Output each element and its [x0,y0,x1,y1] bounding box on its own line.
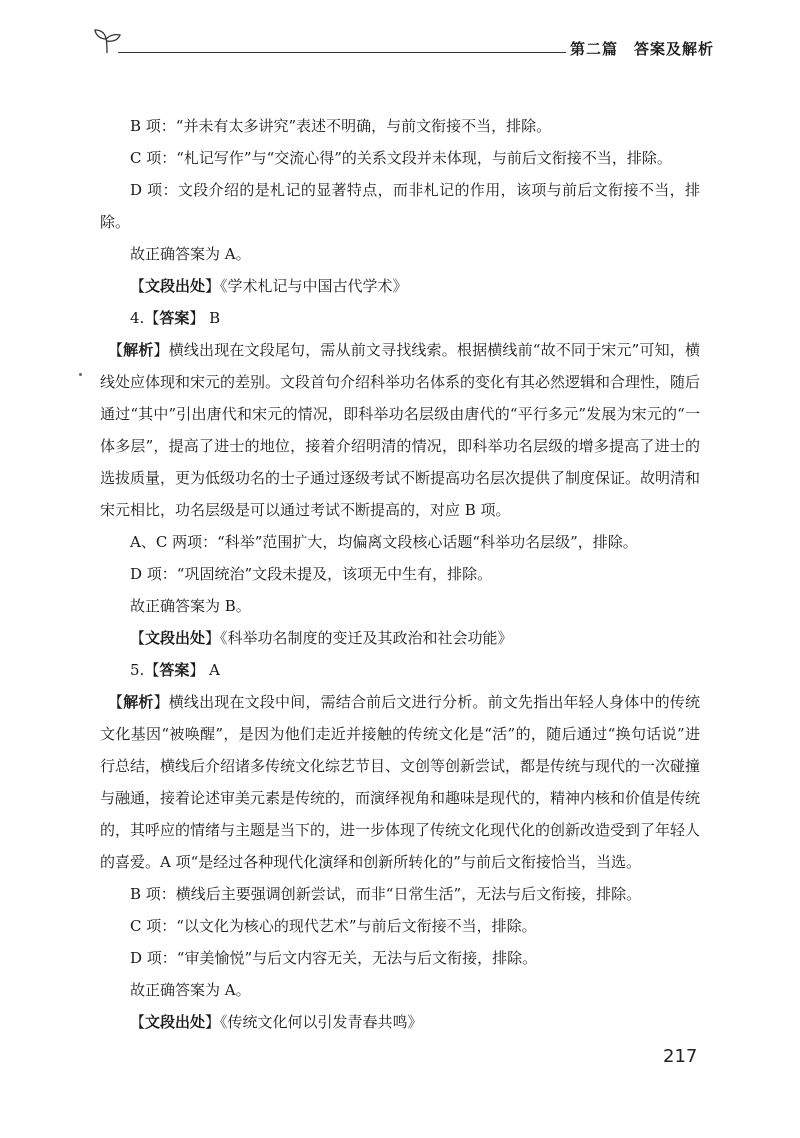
paragraph-text: 横线出现在文段中间，需结合前后文进行分析。前文先指出年轻人身体中的传统文化基因“被唤醒”，是因为他们走近并接触的传统文化是“活”的，随后通过“换句话说”进行总结，横线后介绍诸多传统文化综艺节目、文创等创新尝试，都是传统与现代的一次碰撞与融通，接着论述审美元素是传统的，而演绎视角和趣味是现代的，精神内核和价值是传统的，其呼应的情绪与主题是当下的，进一步体现了传统文化现代化的创新改造受到了年轻人的喜爱。A 项“是经过各种现代化演绎和创新所转化的”与前后文衔接恰当，当选。 [100,693,701,871]
paragraph-text: D 项：文段介绍的是札记的显著特点，而非札记的作用，该项与前后文衔接不当，排除。 [100,181,700,231]
answer-tag: 【答案】 [144,309,205,327]
option-c-explanation [100,142,700,174]
paragraph-text: 故正确答案为 B。 [130,597,251,615]
correct-answer-line [100,590,700,622]
source-line [100,270,700,302]
question-5-analysis [100,686,700,878]
header-rule [118,52,566,53]
paragraph-text: 《学术札记与中国古代学术》 [220,277,408,295]
correct-answer-line [100,974,700,1006]
question-4-answer [100,302,700,334]
answer-body [100,110,700,1038]
paragraph-text: 《传统文化何以引发青春共鸣》 [220,1013,423,1031]
source-line [100,1006,700,1038]
paragraph-text: 《科举功名制度的变迁及其政治和社会功能》 [220,629,513,647]
paragraph-text: B 项：“并未有太多讲究”表述不明确，与前文衔接不当，排除。 [130,117,552,135]
question-4-analysis [100,334,700,526]
paragraph-text: 横线出现在文段尾句，需从前文寻找线索。根据横线前“故不同于宋元”可知，横线处应体现和宋元的差别。文段首句介绍科举功名体系的变化有其必然逻辑和合理性，随后通过“其中”引出唐代和宋元的情况，即科举功名层级由唐代的“平行多元”发展为宋元的“一体多层”，提高了进士的地位，接着介绍明清的情况，即科举功名层级的增多提高了进士的选拔质量，更为低级功名的士子通过逐级考试不断提高功名层次提供了制度保证。故明清和宋元相比，功名层级是可以通过考试不断提高的，对应 B 项。 [100,341,701,519]
section-title: 第二篇 答案及解析 [570,40,715,58]
page-number: 217 [663,1046,698,1067]
option-c-explanation [100,910,700,942]
tag-label: 文段出处 [145,277,206,295]
paragraph-text: D 项：“审美愉悦”与后文内容无关，无法与后文衔接，排除。 [130,949,538,967]
correct-answer-line [100,238,700,270]
tag-label: 文段出处 [145,1013,206,1031]
margin-mark [79,373,82,376]
paragraph-text: B 项：横线后主要强调创新尝试，而非“日常生活”，无法与后文衔接，排除。 [130,885,642,903]
source-tag: 【文段出处】 [130,629,221,647]
source-tag: 【文段出处】 [130,277,221,295]
paragraph-text: 故正确答案为 A。 [130,245,251,263]
option-d-explanation [100,558,700,590]
question-number: 5. [130,661,145,679]
paragraph-text: 故正确答案为 A。 [130,981,251,999]
option-b-explanation [100,878,700,910]
tag-label: 答案 [159,309,190,327]
source-tag: 【文段出处】 [130,1013,221,1031]
paragraph-text: C 项：“札记写作”与“交流心得”的关系文段并未体现，与前后文衔接不当，排除。 [130,149,672,167]
answer-letter: B [204,309,221,327]
option-b-explanation [100,110,700,142]
running-header [92,26,722,62]
option-d-explanation [100,942,700,974]
answer-tag: 【答案】 [144,661,205,679]
tag-label: 解析 [123,693,154,711]
paragraph-text: D 项：“巩固统治”文段未提及，该项无中生有，排除。 [130,565,493,583]
answer-letter: A [204,661,220,679]
option-d-explanation [100,174,700,238]
question-number: 4. [130,309,145,327]
source-line [100,622,700,654]
paragraph-text: A、C 两项：“科举”范围扩大，均偏离文段核心话题“科举功名层级”，排除。 [130,533,638,551]
paragraph-text: C 项：“以文化为核心的现代艺术”与前后文衔接不当，排除。 [130,917,537,935]
analysis-tag: 【解析】 [108,341,169,359]
tag-label: 解析 [123,341,154,359]
analysis-tag: 【解析】 [108,693,169,711]
question-5-answer [100,654,700,686]
tag-label: 答案 [159,661,190,679]
tag-label: 文段出处 [145,629,206,647]
option-ac-explanation [100,526,700,558]
